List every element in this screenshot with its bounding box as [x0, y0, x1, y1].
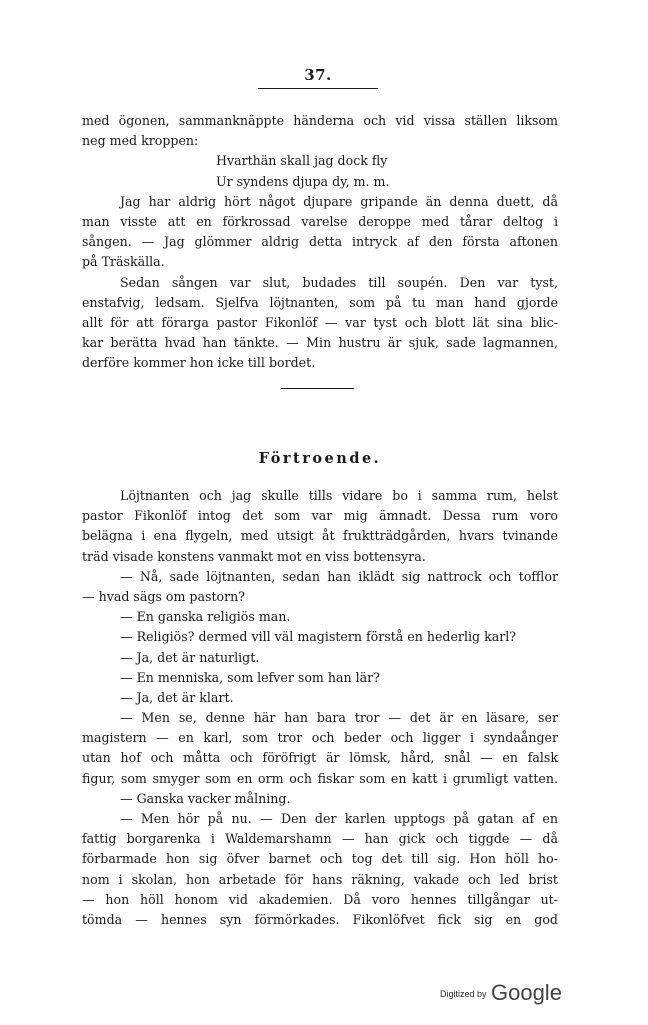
text-line: Löjtnanten och jag skulle tills vidare bo i samma rum, helst	[120, 488, 558, 503]
text-line: — Ja, det är naturligt.	[120, 649, 260, 665]
text-line: — hvad sägs om pastorn?	[82, 588, 245, 604]
google-logo: Google	[490, 980, 562, 1005]
text-line: nom i skolan, hon arbetade för hans räkning, vakade och led brist	[82, 871, 558, 887]
text-line: neg med kroppen:	[82, 133, 199, 149]
digitized-label: Digitized by	[440, 989, 487, 999]
text-line: Jag har aldrig hört något djupare gripande än denna duett, då	[120, 193, 558, 209]
text-line: man visste att en förkrossad varelse deroppe med tårar deltog i	[82, 213, 558, 229]
text-line: fattig borgarenka i Waldemarshamn — han gick och tiggde — då	[82, 831, 558, 847]
text-line: enstafvig, ledsam. Sjelfva löjtnanten, som på tu man hand gjorde	[82, 294, 558, 310]
text-line: pastor Fikonlöf intog det som var mig ämnadt. Dessa rum voro	[82, 508, 558, 524]
text-line: på Träskälla.	[82, 254, 165, 270]
text-line: — En ganska religiös man.	[120, 609, 291, 625]
digitized-by-google-watermark	[440, 980, 562, 1006]
text-line: — hon höll honom vid akademien. Då voro hennes tillgångar ut-	[82, 891, 558, 907]
text-line: figur, som smyger som en orm och fiskar som en katt i grumligt vatten.	[82, 770, 558, 786]
text-line: belägna i ena flygeln, med utsigt åt fruktträdgården, hvars tvinande	[82, 528, 558, 544]
section-heading: Förtroende.	[258, 450, 382, 467]
book-page	[82, 0, 558, 1025]
text-line: — Men hör på nu. — Den der karlen upptogs på gatan af en	[120, 811, 558, 826]
text-line: — En menniska, som lefver som han lär?	[120, 669, 380, 685]
text-line: — Nå, sade löjtnanten, sedan han iklädt sig nattrock och tofflor	[120, 568, 558, 584]
text-line: Sedan sången var slut, budades till soupén. Den var tyst,	[120, 274, 558, 290]
text-line: träd visade konstens vanmakt mot en viss bottensyra.	[82, 548, 426, 564]
text-line: tömda — hennes syn förmörkades. Fikonlöfvet fick sig en god	[82, 911, 558, 927]
text-line: — Ja, det är klart.	[120, 689, 234, 705]
text-line: sången. — Jag glömmer aldrig detta intryck af den första aftonen	[82, 234, 558, 250]
text-line: magistern — en karl, som tror och beder och ligger i syndaånger	[82, 730, 558, 746]
page-number-rule	[258, 88, 378, 89]
text-line: utan hof och måtta och föröfrigt är lömsk, hård, snål — en falsk	[82, 750, 558, 766]
text-line: kar berätta hvad han tänkte. — Min hustru är sjuk, sade lagmannen,	[82, 335, 558, 351]
text-line: — Religiös? dermed vill väl magistern förstå en hederlig karl?	[120, 629, 517, 645]
text-line: — Men se, denne här han bara tror — det är en läsare, ser	[120, 710, 558, 726]
page-number: 37.	[304, 66, 332, 84]
verse-line: Ur syndens djupa dy, m. m.	[216, 173, 390, 189]
text-line: — Ganska vacker målning.	[120, 790, 291, 806]
section-divider	[281, 388, 354, 389]
upper-text-block	[82, 111, 558, 373]
lower-text-block	[82, 486, 558, 930]
text-line: med ögonen, sammanknäppte händerna och vid vissa ställen liksom	[82, 113, 558, 128]
text-line: derföre kommer hon icke till bordet.	[82, 355, 316, 371]
verse-line: Hvarthän skall jag dock fly	[216, 153, 388, 169]
text-line: allt för att förarga pastor Fikonlöf — var tyst och blott lät sina blic-	[82, 314, 558, 330]
text-line: förbarmade hon sig öfver barnet och tog det till sig. Hon höll ho-	[82, 851, 558, 867]
